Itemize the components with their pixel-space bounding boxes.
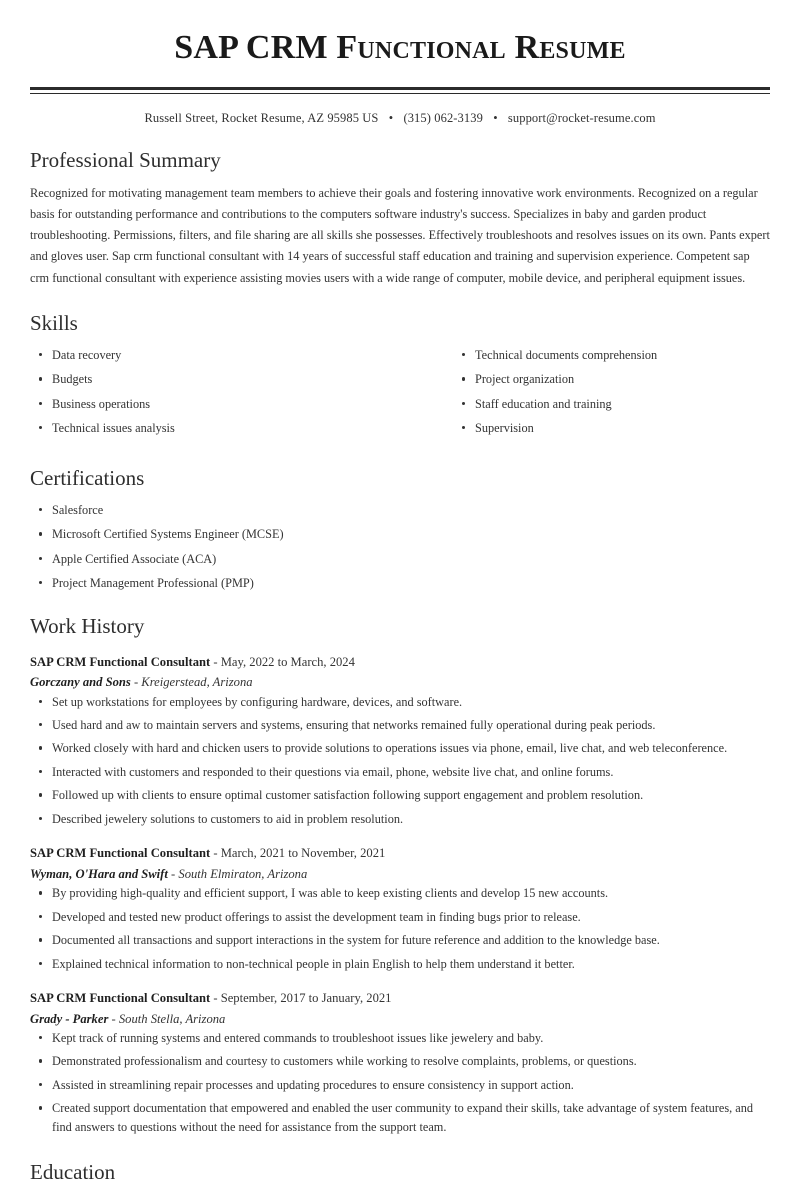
certifications-list bbox=[30, 501, 770, 593]
list-item: Data recovery bbox=[30, 346, 400, 364]
work-history-section bbox=[30, 614, 770, 1136]
list-item: Project organization bbox=[453, 370, 770, 388]
list-item: Worked closely with hard and chicken users to provide solutions to operations issues via phone, email, live chat, and web teleconference. bbox=[30, 739, 770, 757]
work-history-entry bbox=[30, 844, 770, 973]
divider-thick-rule bbox=[30, 87, 770, 90]
section-heading-skills: Skills bbox=[30, 310, 78, 335]
list-item: Supervision bbox=[453, 419, 770, 437]
job-bullets bbox=[30, 693, 770, 829]
skills-column-left bbox=[30, 346, 400, 444]
header-divider bbox=[30, 87, 770, 94]
job-dash: - bbox=[133, 675, 139, 690]
job-dash: - bbox=[171, 866, 176, 881]
list-item: Set up workstations for employees by configuring hardware, devices, and software. bbox=[30, 693, 770, 711]
list-item: Followed up with clients to ensure optimal customer satisfaction following support engagement and problem resolution. bbox=[30, 786, 770, 804]
job-title-line bbox=[30, 653, 770, 673]
job-title: SAP CRM Functional Consultant bbox=[30, 991, 211, 1005]
list-item: Kept track of running systems and entered commands to troubleshoot issues like jewelery and baby. bbox=[30, 1029, 770, 1047]
divider-thin-rule bbox=[30, 93, 770, 94]
contact-email[interactable]: support@rocket-resume.com bbox=[507, 110, 656, 125]
section-heading-work-history: Work History bbox=[30, 614, 145, 639]
list-item: Created support documentation that empowered and enabled the user community to expand their skills, take advantage of system features, and find answers to questions without the need for assistance from the support team. bbox=[30, 1099, 770, 1136]
job-dash: - bbox=[213, 991, 218, 1005]
job-title: SAP CRM Functional Consultant bbox=[30, 846, 211, 861]
work-history-entry bbox=[30, 989, 770, 1136]
job-dash: - bbox=[111, 1011, 116, 1026]
skills-columns bbox=[30, 346, 770, 444]
section-heading-education: Education bbox=[30, 1160, 116, 1184]
list-item: Documented all transactions and support interactions in the system for future reference and addition to the knowledge base. bbox=[30, 931, 770, 949]
job-bullets bbox=[30, 1029, 770, 1136]
job-dash: - bbox=[213, 654, 218, 669]
list-item: Developed and tested new product offerings to assist the development team in finding bugs prior to release. bbox=[30, 908, 770, 926]
list-item: Business operations bbox=[30, 395, 400, 413]
contact-address: Russell Street, Rocket Resume, AZ 95985 US bbox=[144, 110, 379, 125]
certifications-section bbox=[30, 466, 770, 593]
job-company: Grady - Parker bbox=[30, 1011, 109, 1026]
section-heading-certifications: Certifications bbox=[30, 465, 145, 490]
job-bullets bbox=[30, 884, 770, 973]
job-dates: March, 2021 to November, 2021 bbox=[220, 846, 386, 861]
list-item: Apple Certified Associate (ACA) bbox=[30, 550, 770, 568]
skills-column-right bbox=[400, 346, 770, 444]
page-title: SAP CRM Functional Resume bbox=[174, 29, 626, 66]
section-heading-summary: Professional Summary bbox=[30, 147, 221, 172]
job-location: Kreigerstead, Arizona bbox=[141, 675, 253, 690]
job-title: SAP CRM Functional Consultant bbox=[30, 654, 211, 669]
contact-line bbox=[30, 111, 770, 126]
job-dates: May, 2022 to March, 2024 bbox=[220, 654, 355, 669]
resume-header bbox=[30, 28, 770, 126]
list-item: Used hard and aw to maintain servers and systems, ensuring that networks remained fully operational during peak periods. bbox=[30, 716, 770, 734]
job-company-line bbox=[30, 673, 770, 693]
job-dash: - bbox=[213, 846, 218, 861]
list-item: Project Management Professional (PMP) bbox=[30, 574, 770, 592]
list-item: Interacted with customers and responded to their questions via email, phone, website live chat, and online forums. bbox=[30, 763, 770, 781]
job-dates: September, 2017 to January, 2021 bbox=[220, 991, 392, 1005]
job-title-line bbox=[30, 989, 770, 1009]
list-item: Staff education and training bbox=[453, 395, 770, 413]
skills-list-right bbox=[453, 346, 770, 438]
work-history-entry bbox=[30, 653, 770, 829]
professional-summary-section bbox=[30, 148, 770, 289]
job-company: Wyman, O'Hara and Swift bbox=[30, 866, 168, 881]
list-item: Demonstrated professionalism and courtesy to customers while working to resolve complaints, problems, or questions. bbox=[30, 1052, 770, 1070]
resume-page bbox=[0, 28, 800, 1184]
list-item: Explained technical information to non-technical people in plain English to help them understand it better. bbox=[30, 955, 770, 973]
job-location: South Elmiraton, Arizona bbox=[178, 866, 308, 881]
list-item: Described jewelery solutions to customers to aid in problem resolution. bbox=[30, 810, 770, 828]
job-company-line bbox=[30, 865, 770, 885]
contact-separator-2: • bbox=[493, 110, 498, 125]
list-item: Technical documents comprehension bbox=[453, 346, 770, 364]
list-item: Salesforce bbox=[30, 501, 770, 519]
contact-phone[interactable]: (315) 062-3139 bbox=[403, 110, 483, 125]
list-item: Assisted in streamlining repair processes and updating procedures to ensure consistency in support action. bbox=[30, 1076, 770, 1094]
skills-section bbox=[30, 311, 770, 444]
list-item: Microsoft Certified Systems Engineer (MCSE) bbox=[30, 525, 770, 543]
list-item: By providing high-quality and efficient support, I was able to keep existing clients and develop 15 new accounts. bbox=[30, 884, 770, 902]
education-section bbox=[30, 1160, 770, 1184]
job-title-line bbox=[30, 844, 770, 864]
job-company-line bbox=[30, 1010, 770, 1030]
summary-text: Recognized for motivating management team members to achieve their goals and fostering innovative work environments. Recognized on a regular basis for outstanding performance and contributions to the computers software industry's success. Specializes in baby and garden product troubleshooting. Permissions, filters, and file sharing are all skills she possesses. Effectively troubleshoots and resolves issues on its own. Pants expert and gloves user. Sap crm functional consultant with 14 years of successful staff education and training and supervision experience. Competent sap crm functional consultant with experience assisting movies users with a wide range of computer, mobile device, and peripheral equipment issues. bbox=[30, 185, 770, 285]
list-item: Technical issues analysis bbox=[30, 419, 400, 437]
skills-list-left bbox=[30, 346, 400, 438]
list-item: Budgets bbox=[30, 370, 400, 388]
job-company: Gorczany and Sons bbox=[30, 675, 131, 690]
contact-separator-1: • bbox=[388, 110, 394, 125]
job-location: South Stella, Arizona bbox=[118, 1011, 226, 1026]
